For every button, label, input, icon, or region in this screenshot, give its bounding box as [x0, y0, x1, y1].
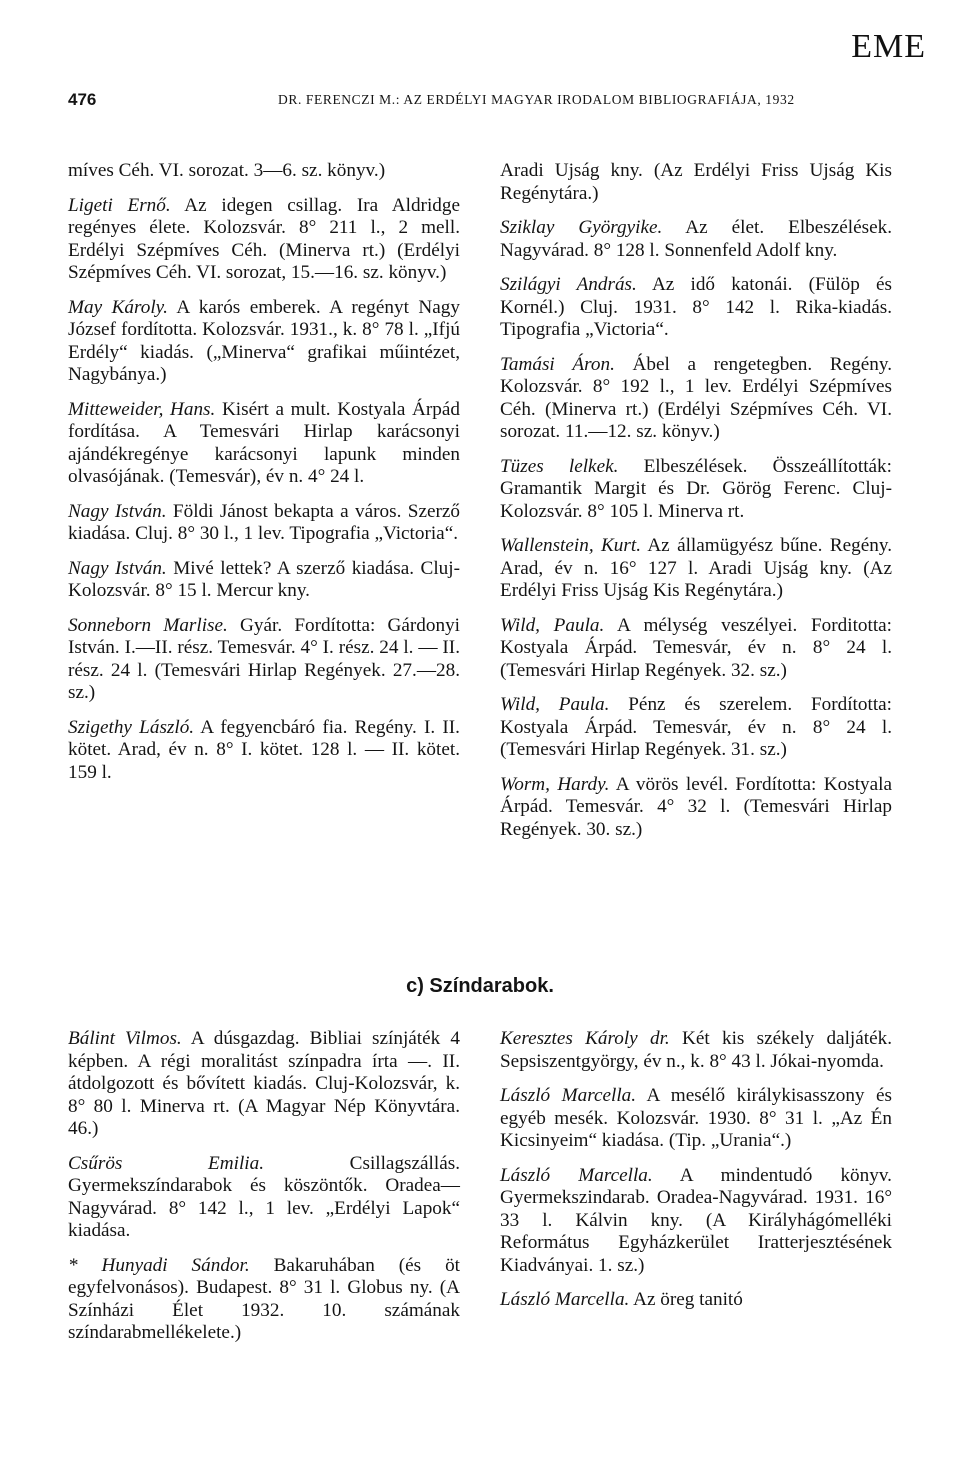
bibliography-entry [68, 1153, 460, 1243]
entry-text: Gyár. Fordította: Gárdonyi István. I.—II. rész. Temesvár. 4° I. rész. 24 l. — II. rész. 24 l. (Temesvári Hirlap Regények. 27.—28. sz.) [68, 614, 460, 703]
bibliography-entry [500, 456, 892, 524]
entry-text: Ábel a rengetegben. Regény. Kolozsvár. 8° 192 l., 1 lev. Erdélyi Szépmíves Céh. (Minerva rt.) (Erdélyi Szépmíves Céh. VI. sorozat. 11.—12. sz. könyv.) [500, 353, 893, 442]
entry-text: Földi Jánost bekapta a város. Szerző kiadása. Cluj. 8° 30 l., 1 lev. Tipografia „Victoria“. [68, 500, 460, 544]
entry-text: A fegyencbáró fia. Regény. I. II. kötet. Arad, év n. 8° I. kötet. 128 l. — II. kötet. 159 l. [68, 716, 460, 783]
bibliography-entry [500, 535, 892, 603]
entry-author: László Marcella. [500, 1289, 630, 1310]
entry-text: Két kis székely daljáték. Sepsiszentgyörgy, év n., k. 8° 43 l. Jókai-nyomda. [500, 1028, 892, 1072]
bibliography-entry [500, 774, 892, 842]
bibliography-entry [500, 354, 892, 444]
entry-text: Az élet. Elbeszélések. Nagyvárad. 8° 128 l. Sonnenfeld Adolf kny. [500, 217, 893, 261]
entry-text: A vörös levél. Fordította: Kostyala Árpád. Temesvár. 4° 32 l. (Temesvári Hirlap Regények. 30. sz.) [500, 773, 892, 840]
entry-author: Szigethy László. [68, 716, 195, 738]
bibliography-entry [500, 160, 892, 205]
entry-author: László Marcella. [500, 1085, 637, 1106]
entry-author: Nagy István. [68, 500, 167, 522]
entry-text: Az államügyész bűne. Regény. Arad, év n. 16° 127 l. Aradi Ujság kny. (Az Erdélyi Friss Ujság Kis Regénytára.) [500, 535, 892, 601]
entry-author: Csűrös Emilia. [68, 1152, 265, 1174]
bibliography-entry [500, 694, 892, 762]
bibliography-entry [68, 160, 460, 183]
publisher-logo: EME [851, 28, 926, 65]
bibliography-entry [68, 297, 460, 387]
bibliography-entry [68, 615, 460, 705]
bibliography-entry [500, 1289, 892, 1312]
entry-text: Az öreg tanitó [629, 1289, 743, 1310]
entry-text: míves Céh. VI. sorozat. 3—6. sz. könyv.) [68, 160, 386, 181]
bibliography-entry [68, 501, 460, 546]
entry-author: May Károly. [68, 296, 168, 318]
bibliography-entry [500, 615, 892, 683]
entry-author: Ligeti Ernő. [68, 194, 171, 216]
entry-author: Sonneborn Marlise. [68, 614, 228, 636]
column-2 [500, 160, 892, 853]
bibliography-entry [68, 717, 460, 785]
entry-text: A mindentudó könyv. Gyermekszindarab. Oradea-Nagyvárad. 1931. 16° 33 l. Kálvin kny. (A Királyhágómelléki Református Egyházkerület Iratterjesztésének Kiadványai. 1. sz.) [500, 1164, 892, 1276]
entry-text: A karós emberek. A regényt Nagy József fordította. Kolozsvár. 1931., k. 8° 78 l. „Ifjú Erdély“ kiadás. („Minerva“ grafikai műintézet, Nagybánya.) [68, 296, 460, 385]
entry-author: Sziklay Györgyike. [500, 217, 663, 238]
entry-author: László Marcella. [500, 1164, 653, 1186]
bibliography-entry [68, 558, 460, 603]
column-1 [68, 160, 460, 796]
page-header [68, 90, 900, 116]
page-number: 476 [68, 90, 97, 109]
entry-text: A dúsgazdag. Bibliai színjáték 4 képben. A régi moralitást színpadra írta —. II. átdolgozott és bővített kiadás. Cluj-Kolozsvár, k. 8° 80 l. Minerva rt. (A Magyar Nép Könyvtára. 46.) [68, 1028, 460, 1139]
section-heading: c) Színdarabok. [406, 975, 554, 997]
column-4 [500, 1028, 892, 1324]
entry-author: Tüzes lelkek. [500, 455, 619, 477]
bibliography-entry [500, 217, 892, 262]
bibliography-entry [500, 274, 892, 342]
bibliography-entry [500, 1028, 892, 1073]
entry-author: Nagy István. [68, 557, 167, 579]
entry-author: Bálint Vilmos. [68, 1028, 182, 1049]
entry-author: Wild, Paula. [500, 694, 610, 715]
entry-text: Kisért a mult. Kostyala Árpád fordítása. A Temesvári Hirlap karácsonyi ajándékregénye karácsonyi lapunk minden olvasójának. (Temesvár), év n. 4° 24 l. [68, 398, 460, 487]
entry-author: Tamási Áron. [500, 353, 615, 375]
entry-text: Elbeszélések. Összeállították: Gramantik Margit és Dr. Görög Ferenc. Cluj-Kolozsvár. 8° 105 l. Minerva rt. [500, 455, 892, 522]
entry-text: Mivé lettek? A szerző kiadása. Cluj-Kolozsvár. 8° 15 l. Mercur kny. [68, 557, 460, 601]
entry-author: Keresztes Károly dr. [500, 1028, 670, 1049]
bibliography-entry [68, 1028, 460, 1141]
entry-author: * Hunyadi Sándor. [68, 1254, 250, 1276]
entry-text: Csillagszállás. Gyermekszíndarabok és köszöntők. Oradea—Nagyvárad. 8° 142 l., 1 lev. „Erdélyi Lapok“ kiadása. [68, 1152, 460, 1241]
entry-text: Pénz és szerelem. Fordította: Kostyala Árpád. Temesvár, év n. 8° 24 l. (Temesvári Hirlap Regények. 31. sz.) [500, 694, 892, 760]
entry-author: Szilágyi András. [500, 274, 637, 295]
running-title: DR. FERENCZI M.: AZ ERDÉLYI MAGYAR IRODALOM BIBLIOGRAFIÁJA, 1932 [278, 92, 795, 107]
entry-text: Aradi Ujság kny. (Az Erdélyi Friss Ujság Kis Regénytára.) [500, 160, 892, 204]
bibliography-entry [68, 195, 460, 285]
entry-author: Mitteweider, Hans. [68, 398, 216, 420]
entry-text: A mélység veszélyei. Forditotta: Kostyala Árpád. Temesvár, év n. 8° 24 l. (Temesvári Hirlap Regények. 32. sz.) [500, 614, 892, 681]
bibliography-entry [500, 1165, 892, 1278]
entry-author: Wallenstein, Kurt. [500, 535, 641, 556]
bibliography-entry [68, 399, 460, 489]
column-3 [68, 1028, 460, 1357]
entry-text: Az idegen csillag. Ira Aldridge regényes élete. Kolozsvár. 8° 211 l., 2 mell. Erdélyi Szépmíves Céh. (Minerva rt.) (Erdélyi Szépmíves Céh. VI. sorozat, 15.—16. sz. könyv.) [68, 194, 460, 283]
entry-author: Worm, Hardy. [500, 773, 610, 795]
entry-author: Wild, Paula. [500, 614, 605, 636]
entry-text: A mesélő királykisasszony és egyéb mesék. Kolozsvár. 1930. 8° 31 l. „Az Én Kicsinyeim“ kiadása. (Tip. „Urania“.) [500, 1085, 892, 1151]
entry-text: Bakaruhában (és öt egyfelvonásos). Budapest. 8° 31 l. Globus ny. (A Színházi Élet 1932. 10. számának színdarabmellékelete.) [68, 1254, 460, 1343]
bibliography-entry [500, 1085, 892, 1153]
bibliography-entry [68, 1255, 460, 1345]
entry-text: Az idő katonái. (Fülöp és Kornél.) Cluj. 1931. 8° 142 l. Rika-kiadás. Tipografia „Victoria“. [500, 274, 892, 340]
